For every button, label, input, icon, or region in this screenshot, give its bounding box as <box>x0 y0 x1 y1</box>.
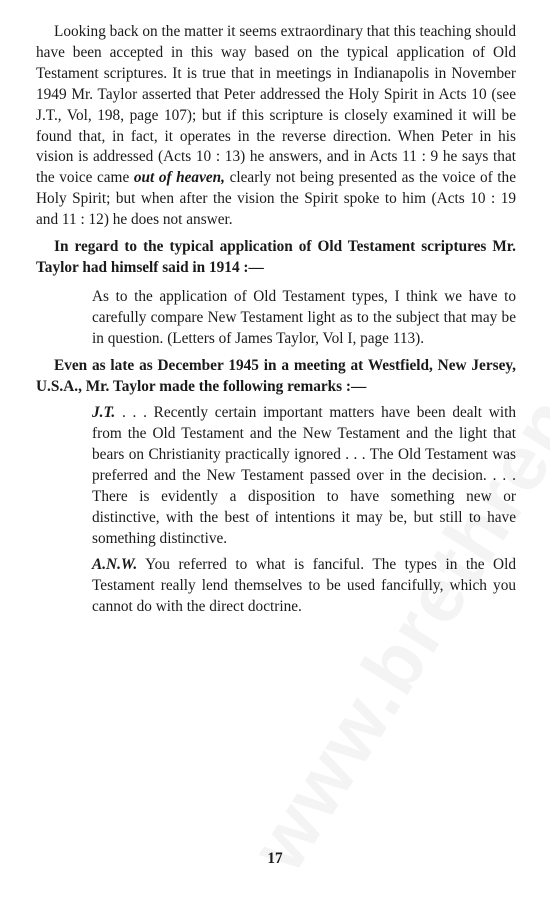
quote-jt-remarks <box>92 403 516 549</box>
quote-letters-of-james-taylor: As to the application of Old Testament types, I think we have to carefully compare New Testament light as to the subject that may be in question. (Letters of James Taylor, Vol I, page 113). <box>92 287 516 347</box>
paragraph-westfield-meeting: Even as late as December 1945 in a meeting at Westfield, New Jersey, U.S.A., Mr. Taylor made the following remarks :— <box>36 356 516 395</box>
paragraph-text: clearly not being presented as the voice of the Holy Spirit; but when after the vision the Spirit spoke to him (Acts 10 : 19 and 11 : 12) he does not answer. <box>36 169 516 229</box>
speaker-label: A.N.W. <box>92 555 138 573</box>
document-page <box>36 22 516 617</box>
quote-anw-remarks <box>92 555 516 618</box>
emphasis-out-of-heaven: out of heaven, <box>133 169 225 187</box>
quote-text: . . . Recently certain important matters have been dealt with from the Old Testament and the New Testament and the light that bears on Christianity practically ignored . . . The Old Testament was preferred and the New Testament passed over in the decision. . . . There is evidently a disposition to have something new or distinctive, with the best of intentions it may be, but still to have something distinctive. <box>92 404 516 547</box>
paragraph-text: Looking back on the matter it seems extraordinary that this teaching should have been accepted in this way based on the typical application of Old Testament scriptures. It is true that in meetings in Indianapolis in November 1949 Mr. Taylor asserted that Peter addressed the Holy Spirit in Acts 10 (see J.T., Vol, 198, page 107); but if this scripture is closely examined it will be found that, in fact, it operates in the reverse direction. When Peter in his vision is addressed (Acts 10 : 13) he answers, and in Acts 11 : 9 he says that the voice came <box>36 23 516 187</box>
page-number: 17 <box>267 850 283 867</box>
paragraph-typical-application: In regard to the typical application of Old Testament scriptures Mr. Taylor had himself said in 1914 :— <box>36 238 516 276</box>
quote-text: You referred to what is fanciful. The types in the Old Testament really lend themselves to be used fancifully, which you cannot do with the direct doctrine. <box>92 555 516 615</box>
paragraph-looking-back <box>36 22 516 231</box>
speaker-label: J.T. <box>92 404 116 422</box>
